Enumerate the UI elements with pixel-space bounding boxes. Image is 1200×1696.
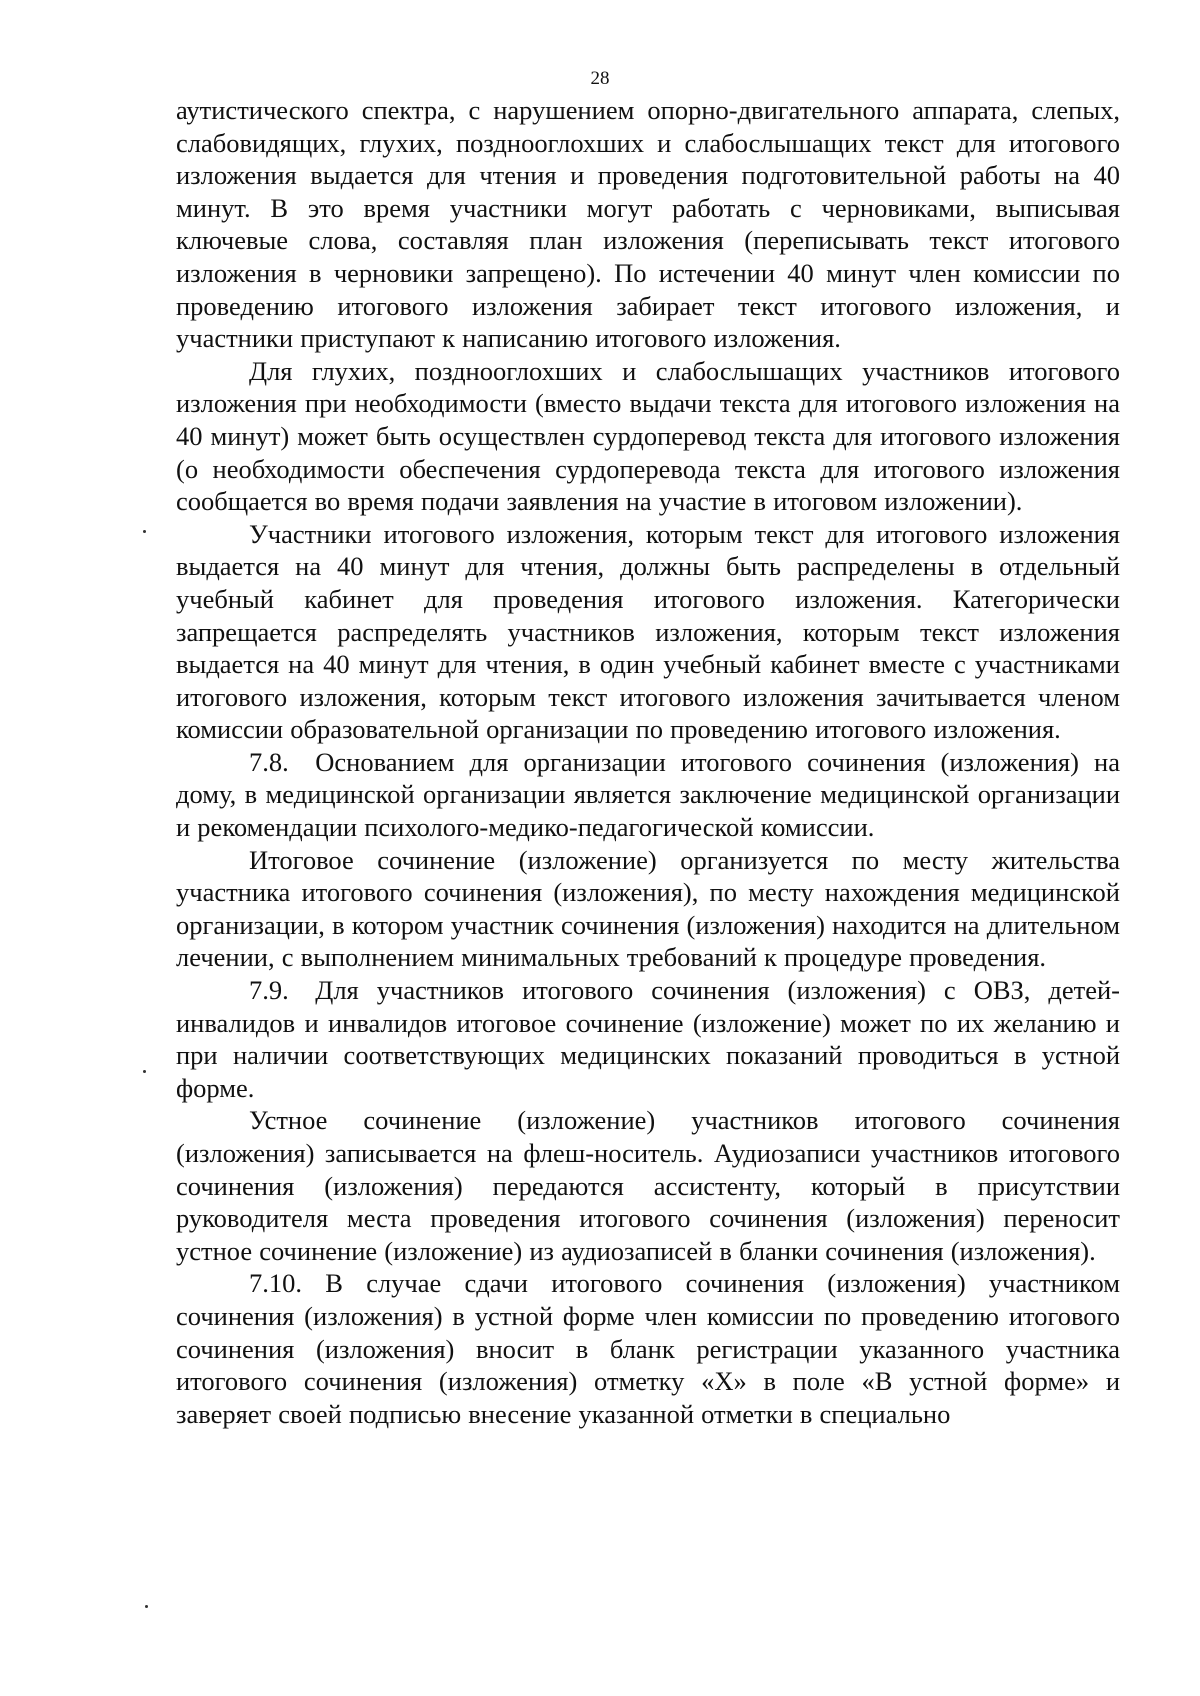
paragraph-clause-7-9: 7.9. Для участников итогового сочинения (изложения) с ОВЗ, детей-инвалидов и инвалидов итоговое сочинение (изложение) может по их желанию и при наличии соответствующих медицинских показаний проводиться в устной форме. (176, 975, 1120, 1103)
paragraph-oral-recording: Устное сочинение (изложение) участников итогового сочинения (изложения) записывается на флеш-носитель. Аудиозаписи участников итогового сочинения (изложения) передаются ассистенту, который в присутствии руководителя места проведения итогового сочинения (изложения) переносит устное сочинение (изложение) из аудиозаписей в бланки сочинения (изложения). (176, 1105, 1120, 1266)
paragraph-clause-7-8: 7.8. Основанием для организации итогового сочинения (изложения) на дому, в медицинской организации является заключение медицинской организации и рекомендации психолого-медико-педагогической комиссии. (176, 746, 1120, 843)
page-number: 28 (590, 68, 610, 89)
paragraph-home-medical: Итоговое сочинение (изложение) организуется по месту жительства участника итогового сочинения (изложения), по месту нахождения медицинской организации, в котором участник сочинения (изложения) находится на длительном лечении, с выполнением минимальных требований к процедуре проведения. (176, 844, 1120, 973)
paragraph-sign-language: Для глухих, позднооглохших и слабослышащих участников итогового изложения при необходимости (вместо выдачи текста для итогового изложения на 40 минут) может быть осуществлен сурдоперевод текста для итогового изложения (о необходимости обеспечения сурдоперевода текста для итогового изложения сообщается во время подачи заявления на участие в итоговом изложении). (176, 355, 1120, 517)
paragraph-clause-7-10: 7.10. В случае сдачи итогового сочинения (изложения) участником сочинения (изложения) в устной форме член комиссии по проведению итогового сочинения (изложения) вносит в бланк регистрации указанного участника итогового сочинения (изложения) отметку «Х» в поле «В устной форме» и заверяет своей подписью внесение указанной отметки в специально (176, 1268, 1120, 1429)
scan-speck (143, 1070, 146, 1073)
paragraph-separate-room: Участники итогового изложения, которым текст для итогового изложения выдается на 40 минут для чтения, должны быть распределены в отдельный учебный кабинет для проведения итогового изложения. Категорически запрещается распределять участников изложения, которым текст изложения выдается на 40 минут для чтения, в один учебный кабинет вместе с участниками итогового изложения, которым текст итогового изложения зачитывается членом комиссии образовательной организации по проведению итогового изложения. (176, 518, 1120, 745)
scan-speck (143, 530, 146, 533)
scan-speck (145, 1605, 148, 1608)
document-body (176, 94, 1120, 1430)
paragraph-continuation: аутистического спектра, с нарушением опорно-двигательного аппарата, слепых, слабовидящих, глухих, позднооглохших и слабослышащих текст для итогового изложения выдается для чтения и проведения подготовительной работы на 40 минут. В это время участники могут работать с черновиками, выписывая ключевые слова, составляя план изложения (переписывать текст итогового изложения в черновики запрещено). По истечении 40 минут член комиссии по проведению итогового изложения забирает текст итогового изложения, и участники приступают к написанию итогового изложения. (176, 95, 1120, 354)
